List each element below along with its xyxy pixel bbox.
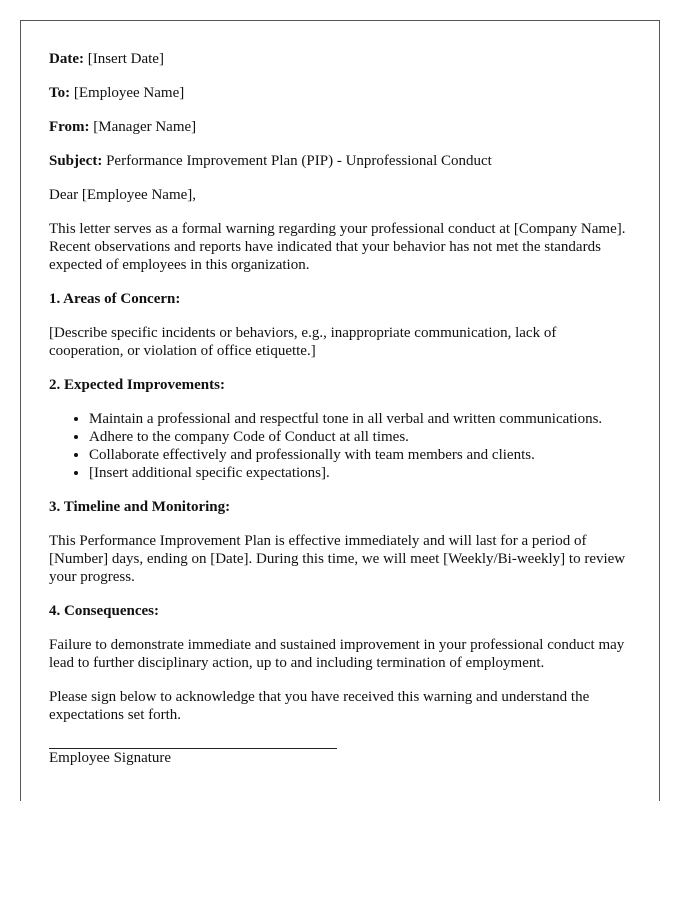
from-value: [Manager Name] [89,119,197,135]
to-value: [Employee Name] [70,85,185,101]
concern-text: [Describe specific incidents or behaviors, e.g., inappropriate communication, lack of cooperation, or violation of office etiquette.] [49,325,557,359]
subject-line [49,152,631,170]
consequences-text: Failure to demonstrate immediate and sustained improvement in your professional conduct may lead to further disciplinary action, up to and including termination of employment. [49,637,625,671]
intro-paragraph: This letter serves as a formal warning regarding your professional conduct at [Company Name]. Recent observations and reports have indicated that your behavior has not met the standards expected of employees in this organization. [49,221,626,273]
to-line [49,84,631,102]
date-label: Date: [49,51,84,67]
from-line [49,118,631,136]
from-label: From: [49,119,90,135]
letter-document [20,20,660,801]
closing-paragraph: Please sign below to acknowledge that you have received this warning and understand the expectations set forth. [49,689,590,723]
subject-label: Subject: [49,153,103,169]
list-item: • Adhere to the company Code of Conduct at all times. [89,428,631,446]
improvements-list [49,410,631,482]
subject-value: Performance Improvement Plan (PIP) - Unprofessional Conduct [102,153,492,169]
consequences-heading: 4. Consequences: [49,603,160,619]
to-label: To: [49,85,71,101]
salutation: Dear [Employee Name], [49,187,197,203]
timeline-text: This Performance Improvement Plan is effective immediately and will last for a period of [Number] days, ending on [Date]. During this time, we will meet [Weekly/Bi-weekly] to review your progress. [49,533,626,585]
date-value: [Insert Date] [83,51,164,67]
list-item: • [Insert additional specific expectations]. [89,464,631,482]
list-item: • Collaborate effectively and professionally with team members and clients. [89,446,631,464]
list-item: • Maintain a professional and respectful tone in all verbal and written communications. [89,410,631,428]
concern-heading: 1. Areas of Concern: [49,291,181,307]
timeline-heading: 3. Timeline and Monitoring: [49,499,231,515]
date-line [49,50,631,68]
signature-label: Employee Signature [49,750,172,766]
improvements-heading: 2. Expected Improvements: [49,377,225,393]
